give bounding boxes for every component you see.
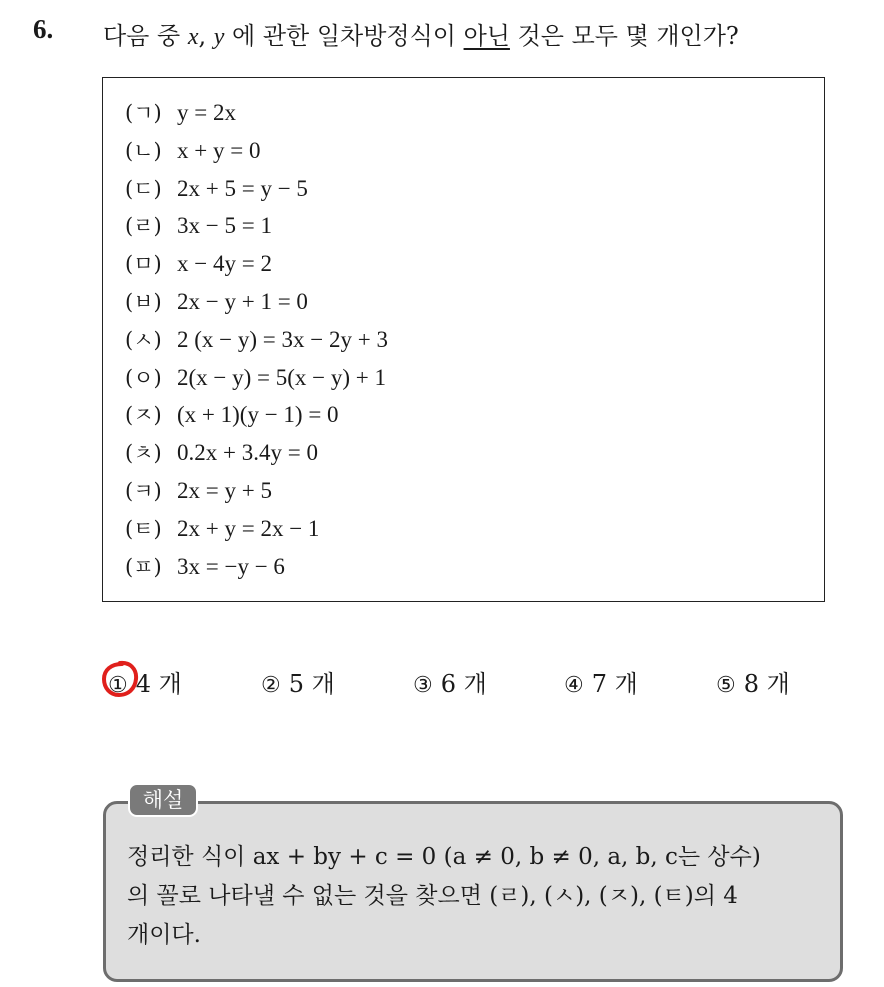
item-expression: (x + 1)(y − 1) = 0	[177, 402, 339, 428]
item-expression: 2x − y + 1 = 0	[177, 288, 308, 314]
list-item	[125, 94, 388, 132]
choice-number: ③	[413, 673, 433, 698]
list-item	[125, 396, 388, 434]
selected-mark-icon	[100, 659, 140, 699]
choice-label: 4 개	[135, 670, 182, 698]
list-item	[125, 170, 388, 208]
item-expression: 3x − 5 = 1	[177, 213, 272, 239]
list-item	[125, 359, 388, 397]
item-tag: (ㅈ)	[125, 403, 162, 428]
item-expression: 3x = −y − 6	[177, 553, 285, 579]
choice-2[interactable]	[261, 664, 335, 699]
solution-tag: 해설	[128, 783, 198, 817]
list-item	[125, 434, 388, 472]
choice-label: 6 개	[440, 670, 487, 698]
item-expression: x − 4y = 2	[177, 251, 272, 277]
choice-4[interactable]	[564, 664, 638, 699]
list-item	[125, 207, 388, 245]
list-item	[125, 245, 388, 283]
item-tag: (ㄹ)	[125, 214, 162, 239]
choice-number: ①	[108, 673, 128, 698]
choice-number: ②	[261, 673, 281, 698]
item-expression: 2x = y + 5	[177, 477, 272, 503]
choice-label: 7 개	[591, 670, 638, 698]
question-var-x: x	[187, 24, 199, 50]
list-item	[125, 283, 388, 321]
item-expression: 2 (x − y) = 3x − 2y + 3	[177, 326, 388, 352]
question-number: 6.	[33, 14, 54, 44]
item-expression: 2x + y = 2x − 1	[177, 515, 320, 541]
items-box	[102, 77, 825, 602]
choice-3[interactable]	[413, 664, 487, 699]
question-text-before: 다음 중	[103, 22, 188, 50]
choice-number: ④	[564, 673, 584, 698]
item-tag: (ㅋ)	[125, 478, 162, 503]
solution-line-2: 의 꼴로 나타낼 수 없는 것을 찾으면 (ㄹ), (ㅅ), (ㅈ), (ㅌ)의 4	[127, 883, 738, 909]
item-tag: (ㅂ)	[125, 289, 162, 314]
item-tag: (ㄷ)	[125, 176, 162, 201]
item-tag: (ㄱ)	[125, 101, 162, 125]
answer-choices	[108, 664, 828, 704]
choice-label: 5 개	[288, 670, 335, 698]
choice-label: 8 개	[743, 670, 790, 698]
item-tag: (ㅁ)	[125, 252, 162, 277]
choice-number: ⑤	[716, 673, 736, 698]
item-tag: (ㅅ)	[125, 327, 162, 352]
solution-text	[127, 838, 827, 955]
question-emphasis: 아닌	[463, 22, 510, 50]
list-item	[125, 548, 388, 586]
list-item	[125, 472, 388, 510]
solution-line-1: 정리한 식이 ax + by + c = 0 (a ≠ 0, b ≠ 0, a, b, c는 상수)	[127, 844, 761, 870]
items-list	[125, 94, 388, 585]
item-tag: (ㅊ)	[125, 441, 162, 466]
item-tag: (ㅌ)	[125, 516, 162, 541]
question-text-after: 것은 모두 몇 개인가?	[509, 22, 739, 50]
item-expression: 0.2x + 3.4y = 0	[177, 440, 318, 466]
question-var-y: y	[213, 24, 225, 50]
choice-5[interactable]	[716, 664, 790, 699]
choice-1[interactable]	[108, 664, 182, 699]
list-item	[125, 321, 388, 359]
item-expression: 2(x − y) = 5(x − y) + 1	[177, 364, 387, 390]
question-text	[103, 16, 739, 51]
question-text-middle: 에 관한 일차방정식이	[224, 22, 464, 50]
item-expression: x + y = 0	[177, 137, 261, 163]
item-tag: (ㄴ)	[125, 138, 162, 163]
list-item	[125, 132, 388, 170]
list-item	[125, 510, 388, 548]
item-tag: (ㅍ)	[125, 554, 162, 579]
item-expression: y = 2x	[177, 100, 236, 125]
solution-line-3: 개이다.	[127, 922, 201, 948]
item-expression: 2x + 5 = y − 5	[177, 175, 308, 201]
item-tag: (ㅇ)	[125, 365, 162, 390]
question-comma: ,	[198, 22, 214, 50]
